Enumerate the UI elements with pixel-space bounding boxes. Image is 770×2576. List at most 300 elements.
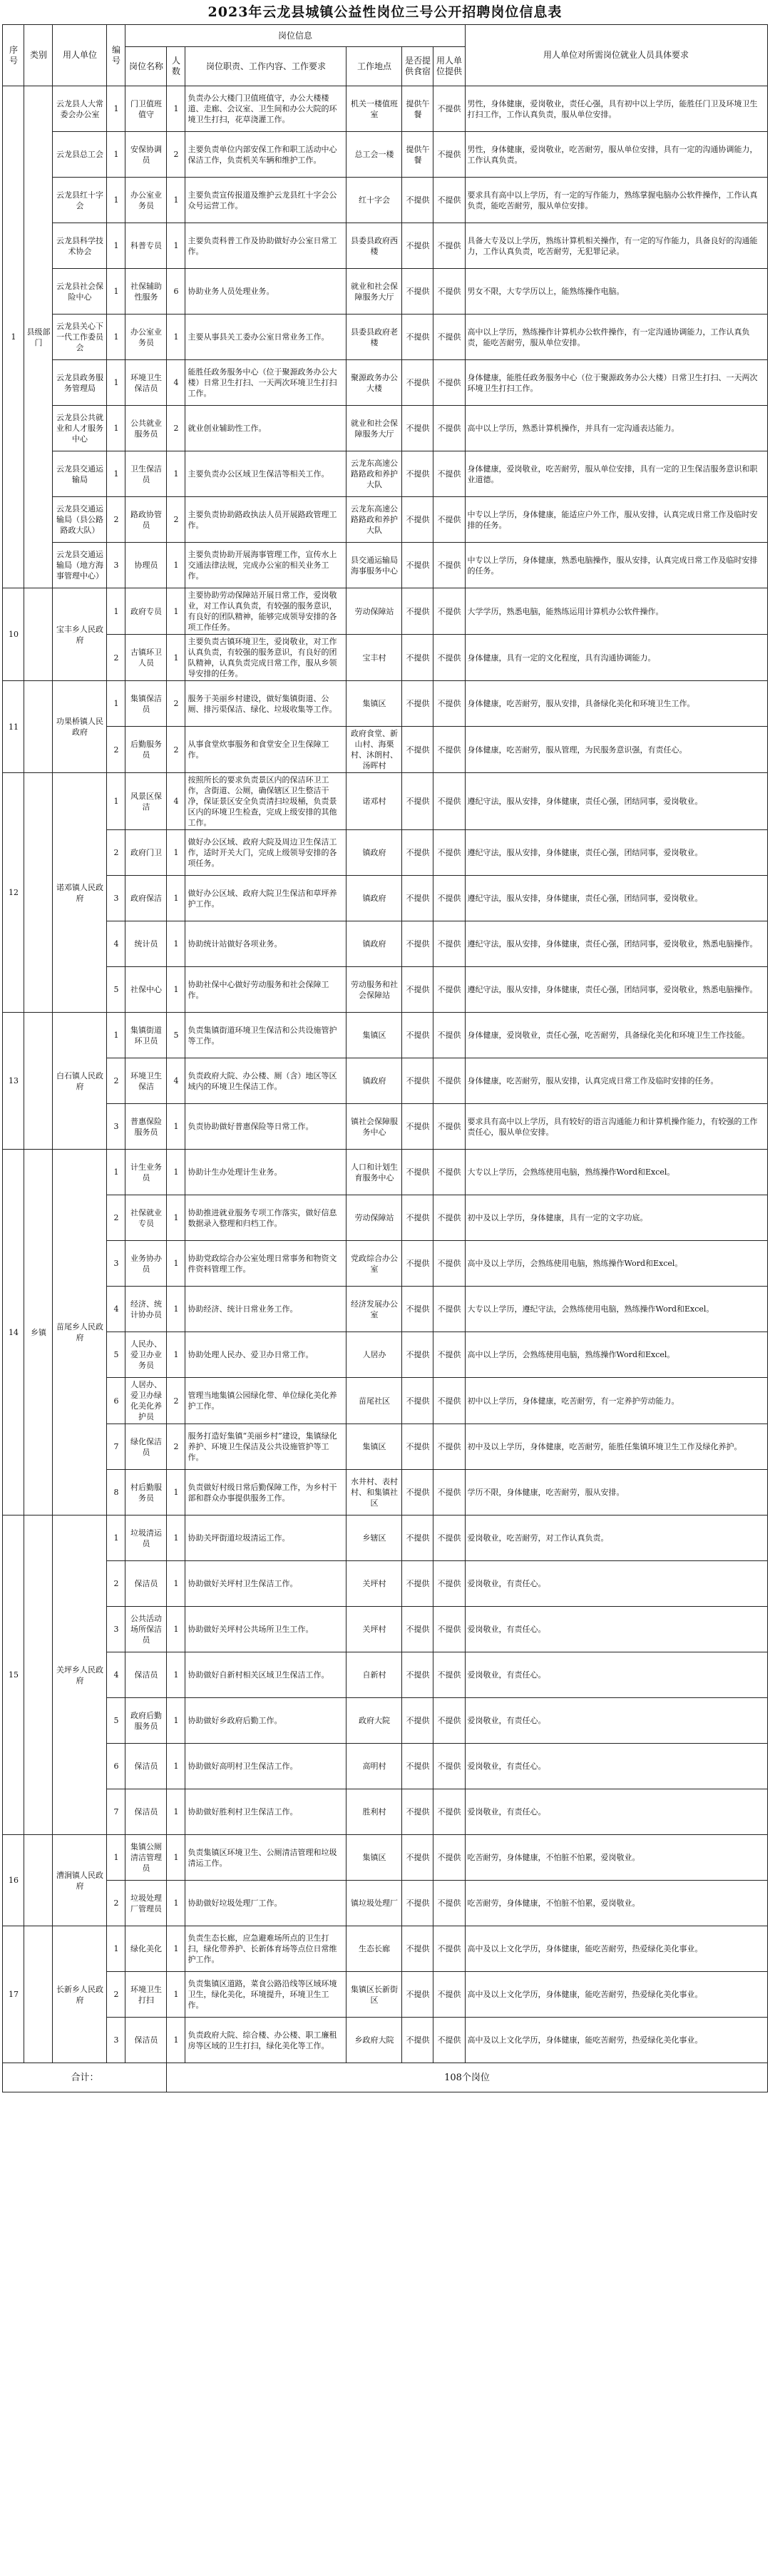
row-duty: 主要负责单位内部安保工作和职工活动中心保洁工作，负责机关车辆和维护工作。 [185,132,346,178]
table-row [3,1744,767,1789]
row-number: 16 [3,1835,24,1926]
row-category [24,1516,53,1835]
table-row [3,360,767,406]
row-lodging: 不提供 [433,1013,465,1058]
row-number: 12 [3,773,24,1013]
row-category [24,1926,53,2063]
row-lodging: 不提供 [433,360,465,406]
row-lodging: 不提供 [433,773,465,830]
row-meals: 不提供 [402,1470,433,1516]
table-row [3,773,767,830]
row-lodging: 不提供 [433,921,465,967]
row-code: 3 [107,1607,125,1652]
header-location: 工作地点 [346,47,402,86]
row-lodging: 不提供 [433,86,465,132]
row-unit: 云龙县总工会 [53,132,107,178]
row-meals: 不提供 [402,1744,433,1789]
row-lodging: 不提供 [433,1424,465,1470]
row-requirements: 高中及以上文化学历，身体健康，能吃苦耐劳，热爱绿化美化事业。 [465,1972,767,2018]
row-duty: 主要协助劳动保障站开展日常工作，爱岗敬业，对工作认真负责，有较强的服务意识，有良好的团队精神，能够完成领导安排的各项工作任务。 [185,588,346,635]
row-lodging: 不提供 [433,1561,465,1607]
row-count: 1 [167,1516,185,1561]
row-duty: 负责生态长廊，应急避难场所点的卫生打扫，绿化带养护、长新体育场等点位日常维护工作。 [185,1926,346,1972]
row-code: 3 [107,876,125,921]
table-row [3,1561,767,1607]
row-meals: 不提供 [402,1516,433,1561]
row-requirements: 高中及以上学历，会熟练使用电脑，熟练操作Word和Excel。 [465,1241,767,1287]
row-meals: 不提供 [402,1607,433,1652]
row-duty: 主要从事县关工委办公室日常业务工作。 [185,315,346,360]
table-row [3,2018,767,2063]
row-number: 10 [3,588,24,681]
row-post-name: 保洁员 [125,1652,167,1698]
table-row [3,1652,767,1698]
row-meals: 不提供 [402,2018,433,2063]
row-location: 政府大院 [346,1698,402,1744]
row-meals: 不提供 [402,1561,433,1607]
row-duty: 协助经济、统计日常业务工作。 [185,1287,346,1332]
row-location: 乡辖区 [346,1516,402,1561]
row-location: 胜利村 [346,1789,402,1835]
document-title: 2023年云龙县城镇公益性岗位三号公开招聘岗位信息表 [207,4,563,20]
row-duty: 协助做好关坪村公共场所卫生工作。 [185,1607,346,1652]
row-location: 劳动保障站 [346,588,402,635]
row-location: 县交通运输局海事服务中心 [346,543,402,588]
row-duty: 就业创业辅助性工作。 [185,406,346,451]
row-lodging: 不提供 [433,1241,465,1287]
row-unit: 云龙县交通运输局（地方海事管理中心） [53,543,107,588]
row-post-name: 政府后勤服务员 [125,1698,167,1744]
row-duty: 做好办公区域、政府大院及周边卫生保洁工作，适时开关大门，完成上级领导安排的各项任务。 [185,830,346,876]
row-post-name: 统计员 [125,921,167,967]
row-unit: 云龙县社会保险中心 [53,269,107,315]
row-lodging: 不提供 [433,1378,465,1424]
row-post-name: 政府专员 [125,588,167,635]
row-count: 5 [167,1013,185,1058]
total-label: 合计： [3,2063,167,2092]
row-lodging: 不提供 [433,1470,465,1516]
row-number: 11 [3,681,24,773]
row-lodging: 不提供 [433,681,465,727]
table-row [3,543,767,588]
row-meals: 不提供 [402,588,433,635]
row-count: 1 [167,1287,185,1332]
table-row [3,406,767,451]
row-duty: 负责做好村级日常后勤保障工作，为乡村干部和群众办事提供服务工作。 [185,1470,346,1516]
header-requirements: 用人单位对所需岗位就业人员具体要求 [465,25,767,86]
row-meals: 不提供 [402,1926,433,1972]
row-location: 镇垃圾处理厂 [346,1881,402,1926]
table-row [3,1881,767,1926]
row-post-name: 保洁员 [125,1744,167,1789]
row-lodging: 不提供 [433,1789,465,1835]
row-post-name: 卫生保洁员 [125,451,167,497]
row-unit: 白石镇人民政府 [53,1013,107,1150]
row-unit: 云龙县政务服务管理局 [53,360,107,406]
row-lodging: 不提供 [433,1332,465,1378]
row-meals: 不提供 [402,727,433,773]
table-row [3,1698,767,1744]
row-location: 聚源政务办公大楼 [346,360,402,406]
row-meals: 不提供 [402,543,433,588]
row-number: 13 [3,1013,24,1150]
row-location: 人口和计划生育服务中心 [346,1150,402,1195]
row-meals: 不提供 [402,1241,433,1287]
row-meals: 不提供 [402,1972,433,2018]
row-unit: 关坪乡人民政府 [53,1516,107,1835]
row-location: 人居办 [346,1332,402,1378]
row-code: 4 [107,921,125,967]
row-code: 2 [107,1195,125,1241]
row-duty: 协助关坪街道垃圾清运工作。 [185,1516,346,1561]
row-count: 1 [167,830,185,876]
row-meals: 不提供 [402,406,433,451]
row-location: 诺邓村 [346,773,402,830]
row-count: 1 [167,2018,185,2063]
row-requirements: 男性，身体健康，爱岗敬业，吃苦耐劳，服从单位安排，具有一定的沟通协调能力，工作认真负责。 [465,132,767,178]
row-requirements: 具备大专及以上学历，熟练计算机相关操作，有一定的写作能力，具备良好的沟通能力，工作认真负责，吃苦耐劳，无犯罪记录。 [465,223,767,269]
row-count: 1 [167,1150,185,1195]
row-post-name: 办公室业务员 [125,315,167,360]
row-count: 1 [167,1698,185,1744]
row-post-name: 村后勤服务员 [125,1470,167,1516]
row-requirements: 遵纪守法，服从安排，身体健康，责任心强，团结同事，爱岗敬业，熟悉电脑操作。 [465,921,767,967]
table-row [3,588,767,635]
row-count: 1 [167,876,185,921]
row-duty: 服务打造好集镇“美丽乡村”建设，集镇绿化养护、环境卫生保洁及公共设施管护等工作。 [185,1424,346,1470]
table-row [3,1332,767,1378]
row-count: 1 [167,315,185,360]
row-requirements: 身体健康，能胜任政务服务中心（位于聚源政务办公大楼）日常卫生打扫、一天两次环境卫生打扫工作。 [465,360,767,406]
row-requirements: 初中及以上学历，身体健康，吃苦耐劳，能胜任集镇环境卫生工作及绿化养护。 [465,1424,767,1470]
row-location: 关坪村 [346,1561,402,1607]
row-code: 1 [107,223,125,269]
row-meals: 提供午餐 [402,132,433,178]
row-code: 3 [107,1241,125,1287]
row-lodging: 不提供 [433,876,465,921]
row-location: 县委县政府老楼 [346,315,402,360]
row-location: 集镇区 [346,681,402,727]
row-requirements: 身体健康，吃苦耐劳，服从管理，为民服务意识强，有责任心。 [465,727,767,773]
row-post-name: 计生业务员 [125,1150,167,1195]
table-row [3,1835,767,1881]
row-count: 2 [167,132,185,178]
row-duty: 服务于美丽乡村建设，做好集镇街道、公厕、排污渠保洁、绿化、垃圾收集等工作。 [185,681,346,727]
row-category: 县级部门 [24,86,53,588]
row-meals: 不提供 [402,1195,433,1241]
row-lodging: 不提供 [433,967,465,1013]
row-code: 2 [107,635,125,681]
row-post-name: 公共活动场所保洁员 [125,1607,167,1652]
row-duty: 负责集镇区环境卫生、公厕清洁管理和垃圾清运工作。 [185,1835,346,1881]
header-post-info: 岗位信息 [125,25,465,47]
table-row [3,1424,767,1470]
row-location: 机关一楼值班室 [346,86,402,132]
row-code: 1 [107,1013,125,1058]
row-code: 1 [107,360,125,406]
row-post-name: 环境卫生打扫 [125,1972,167,2018]
table-row [3,1378,767,1424]
row-requirements: 学历不限，身体健康，吃苦耐劳，服从安排。 [465,1470,767,1516]
post-table [2,24,767,2092]
row-code: 1 [107,588,125,635]
row-post-name: 集镇街道环卫员 [125,1013,167,1058]
header-unit: 用人单位 [53,25,107,86]
table-row [3,967,767,1013]
row-count: 6 [167,269,185,315]
row-duty: 主要负责科普工作及协助做好办公室日常工作。 [185,223,346,269]
table-row [3,1789,767,1835]
row-lodging: 不提供 [433,1607,465,1652]
row-count: 1 [167,1744,185,1789]
table-row [3,497,767,543]
table-row [3,1058,767,1104]
row-duty: 主要负责古镇环境卫生，爱岗敬业，对工作认真负责，有较强的服务意识，有良好的团队精神，认真负责完成日常工作，服从乡领导安排的任务。 [185,635,346,681]
row-unit: 长新乡人民政府 [53,1926,107,2063]
row-count: 1 [167,1241,185,1287]
row-lodging: 不提供 [433,1835,465,1881]
row-code: 1 [107,132,125,178]
row-count: 2 [167,406,185,451]
row-count: 1 [167,1561,185,1607]
row-code: 1 [107,1516,125,1561]
row-duty: 主要负责协助路政执法人员开展路政管理工作。 [185,497,346,543]
row-requirements: 中专以上学历，身体健康，熟悉电脑操作，服从安排，认真完成日常工作及临时安排的任务。 [465,543,767,588]
row-code: 2 [107,727,125,773]
row-location: 云龙东高速公路路政和养护大队 [346,497,402,543]
header-lodging: 用人单位提供 [433,47,465,86]
table-row [3,727,767,773]
row-code: 1 [107,1150,125,1195]
row-meals: 不提供 [402,1789,433,1835]
row-code: 2 [107,830,125,876]
row-code: 1 [107,1926,125,1972]
table-row [3,178,767,223]
header-count: 人数 [167,47,185,86]
row-requirements: 男女不限，大专学历以上，能熟练操作电脑。 [465,269,767,315]
table-row [3,1241,767,1287]
row-duty: 协助做好乡政府后勤工作。 [185,1698,346,1744]
row-meals: 不提供 [402,1013,433,1058]
table-row [3,451,767,497]
row-code: 2 [107,1972,125,2018]
row-lodging: 不提供 [433,406,465,451]
row-lodging: 不提供 [433,543,465,588]
row-meals: 不提供 [402,635,433,681]
row-lodging: 不提供 [433,635,465,681]
row-count: 2 [167,1424,185,1470]
row-post-name: 办公室业务员 [125,178,167,223]
row-post-name: 公共就业服务员 [125,406,167,451]
row-count: 1 [167,1607,185,1652]
row-post-name: 普惠保险服务员 [125,1104,167,1150]
row-code: 7 [107,1424,125,1470]
row-post-name: 环境卫生保洁 [125,1058,167,1104]
row-meals: 不提供 [402,1104,433,1150]
table-row [3,1150,767,1195]
row-lodging: 不提供 [433,223,465,269]
row-post-name: 保洁员 [125,2018,167,2063]
row-lodging: 不提供 [433,132,465,178]
row-requirements: 身体健康，吃苦耐劳，服从安排，认真完成日常工作及临时安排的任务。 [465,1058,767,1104]
table-row [3,1104,767,1150]
row-lodging: 不提供 [433,497,465,543]
row-requirements: 大专以上学历，会熟练使用电脑，熟练操作Word和Excel。 [465,1150,767,1195]
row-count: 1 [167,86,185,132]
row-category [24,588,53,681]
row-count: 1 [167,451,185,497]
row-meals: 不提供 [402,1378,433,1424]
row-meals: 不提供 [402,967,433,1013]
row-requirements: 吃苦耐劳，身体健康，不怕脏不怕累，爱岗敬业。 [465,1881,767,1926]
table-row [3,1287,767,1332]
row-code: 3 [107,2018,125,2063]
row-lodging: 不提供 [433,178,465,223]
row-requirements: 初中及以上学历，身体健康，具有一定的文字功底。 [465,1195,767,1241]
row-location: 水井村、表村村、和集镇社区 [346,1470,402,1516]
row-lodging: 不提供 [433,1698,465,1744]
row-duty: 协助做好关坪村卫生保洁工作。 [185,1561,346,1607]
row-location: 党政综合办公室 [346,1241,402,1287]
row-duty: 做好办公区域、政府大院卫生保洁和草坪养护工作。 [185,876,346,921]
row-post-name: 绿化美化 [125,1926,167,1972]
row-location: 苗尾社区 [346,1378,402,1424]
row-requirements: 爱岗敬业，有责任心。 [465,1607,767,1652]
row-location: 县委县政府西楼 [346,223,402,269]
row-lodging: 不提供 [433,269,465,315]
row-post-name: 垃圾处理厂管理员 [125,1881,167,1926]
table-row [3,1470,767,1516]
row-requirements: 爱岗敬业，有责任心。 [465,1698,767,1744]
table-row [3,132,767,178]
row-location: 宝丰村 [346,635,402,681]
row-lodging: 不提供 [433,727,465,773]
row-category [24,681,53,773]
header-duty: 岗位职责、工作内容、工作要求 [185,47,346,86]
row-requirements: 初中以上学历，身体健康，吃苦耐劳，有一定养护劳动能力。 [465,1378,767,1424]
row-post-name: 经济、统计协办员 [125,1287,167,1332]
row-requirements: 爱岗敬业，有责任心。 [465,1789,767,1835]
row-location: 生态长廊 [346,1926,402,1972]
row-code: 2 [107,1881,125,1926]
row-count: 4 [167,360,185,406]
table-row [3,1926,767,1972]
row-duty: 负责协助做好普惠保险等日常工作。 [185,1104,346,1150]
header-post-name: 岗位名称 [125,47,167,86]
row-code: 3 [107,1104,125,1150]
row-post-name: 路政协管员 [125,497,167,543]
row-location: 集镇区 [346,1013,402,1058]
row-location: 就业和社会保障服务大厅 [346,269,402,315]
row-count: 4 [167,1058,185,1104]
row-count: 1 [167,588,185,635]
table-row [3,223,767,269]
row-unit: 功果桥镇人民政府 [53,681,107,773]
row-requirements: 身体健康，吃苦耐劳，服从安排，具备绿化美化和环境卫生工作。 [465,681,767,727]
row-code: 4 [107,1287,125,1332]
row-requirements: 爱岗敬业，有责任心。 [465,1652,767,1698]
row-duty: 协助业务人员处理业务。 [185,269,346,315]
row-lodging: 不提供 [433,1058,465,1104]
row-post-name: 环境卫生保洁员 [125,360,167,406]
row-meals: 不提供 [402,497,433,543]
row-location: 镇社会保障服务中心 [346,1104,402,1150]
row-post-name: 人居办、爱卫办绿化美化养护员 [125,1378,167,1424]
row-count: 1 [167,178,185,223]
row-requirements: 高中以上学历，熟悉计算机操作，并具有一定沟通表达能力。 [465,406,767,451]
row-post-name: 社保辅助性服务 [125,269,167,315]
table-row [3,86,767,132]
row-code: 5 [107,1332,125,1378]
row-code: 2 [107,1561,125,1607]
row-count: 1 [167,1195,185,1241]
row-post-name: 古镇环卫人员 [125,635,167,681]
row-location: 镇政府 [346,876,402,921]
total-row [3,2063,767,2092]
row-meals: 不提供 [402,1150,433,1195]
row-requirements: 吃苦耐劳，身体健康，不怕脏不怕累，爱岗敬业。 [465,1835,767,1881]
row-code: 1 [107,451,125,497]
row-meals: 不提供 [402,1287,433,1332]
row-meals: 不提供 [402,223,433,269]
row-location: 集镇区 [346,1424,402,1470]
row-requirements: 身体健康，爱岗敬业，吃苦耐劳，服从单位安排，具有一定的卫生保洁服务意识和职业道德。 [465,451,767,497]
row-post-name: 风景区保洁 [125,773,167,830]
row-count: 1 [167,1789,185,1835]
row-lodging: 不提供 [433,1926,465,1972]
row-post-name: 协理员 [125,543,167,588]
row-duty: 能胜任政务服务中心（位于聚源政务办公大楼）日常卫生打扫、一天两次环境卫生打扫工作。 [185,360,346,406]
row-post-name: 后勤服务员 [125,727,167,773]
table-row [3,1972,767,2018]
row-code: 1 [107,681,125,727]
row-post-name: 安保协调员 [125,132,167,178]
row-unit: 云龙县交通运输局（县公路路政大队） [53,497,107,543]
row-code: 1 [107,1835,125,1881]
row-code: 7 [107,1789,125,1835]
row-duty: 从事食堂炊事服务和食堂安全卫生保障工作。 [185,727,346,773]
row-post-name: 社保中心 [125,967,167,1013]
row-code: 5 [107,1698,125,1744]
row-meals: 不提供 [402,1698,433,1744]
row-post-name: 政府保洁 [125,876,167,921]
row-code: 3 [107,543,125,588]
row-meals: 不提供 [402,830,433,876]
row-location: 劳动保障站 [346,1195,402,1241]
row-post-name: 人民办、爱卫办业务员 [125,1332,167,1378]
row-location: 镇政府 [346,830,402,876]
row-requirements: 高中及以上文化学历，身体健康，能吃苦耐劳，热爱绿化美化事业。 [465,1926,767,1972]
row-category [24,1835,53,1926]
row-lodging: 不提供 [433,1744,465,1789]
row-lodging: 不提供 [433,1195,465,1241]
table-row [3,1516,767,1561]
row-count: 1 [167,1332,185,1378]
row-unit: 云龙县红十字会 [53,178,107,223]
row-duty: 协助做好胜利村卫生保洁工作。 [185,1789,346,1835]
row-unit: 诺邓镇人民政府 [53,773,107,1013]
row-requirements: 中专以上学历，身体健康，能适应户外工作，服从安排，认真完成日常工作及临时安排的任务。 [465,497,767,543]
header-meals: 是否提供食宿 [402,47,433,86]
table-row [3,876,767,921]
row-meals: 不提供 [402,315,433,360]
table-row [3,830,767,876]
row-count: 1 [167,1881,185,1926]
row-location: 劳动服务和社会保障站 [346,967,402,1013]
row-category [24,1013,53,1150]
row-post-name: 门卫值班值守 [125,86,167,132]
row-duty: 主要负责协助开展海事管理工作，宣传水上交通法律法规，完成办公室的相关业务工作。 [185,543,346,588]
